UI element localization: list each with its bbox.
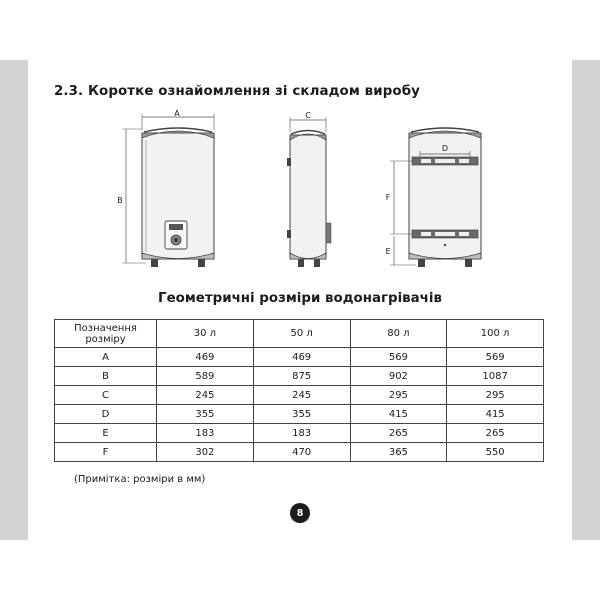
dimension-label-a: A <box>174 109 180 118</box>
table-cell: 589 <box>157 367 254 386</box>
row-label: F <box>55 443 157 462</box>
table-header-row <box>55 320 544 348</box>
dimension-label-e: E <box>385 247 391 256</box>
table-cell: 1087 <box>447 367 544 386</box>
table-cell: 365 <box>350 443 447 462</box>
manual-page <box>28 60 572 540</box>
table-cell: 550 <box>447 443 544 462</box>
table-cell: 415 <box>447 405 544 424</box>
table-row <box>55 443 544 462</box>
section-heading: 2.3. Коротке ознайомлення зі складом виробу <box>54 84 420 99</box>
row-label: A <box>55 348 157 367</box>
table-cell: 875 <box>253 367 350 386</box>
front-view <box>117 109 214 267</box>
row-label: E <box>55 424 157 443</box>
rear-view <box>385 128 481 267</box>
table-cell: 469 <box>157 348 254 367</box>
column-header: 80 л <box>350 320 447 348</box>
table-cell: 469 <box>253 348 350 367</box>
table-cell: 569 <box>350 348 447 367</box>
table-row <box>55 348 544 367</box>
column-header: 50 л <box>253 320 350 348</box>
side-view <box>287 111 331 267</box>
table-cell: 245 <box>253 386 350 405</box>
table-title: Геометричні розміри водонагрівачів <box>158 291 442 306</box>
table-cell: 355 <box>157 405 254 424</box>
dimension-label-f: F <box>385 193 391 202</box>
row-label: B <box>55 367 157 386</box>
dimensions-table <box>54 319 544 462</box>
table-row <box>55 405 544 424</box>
table-cell: 265 <box>350 424 447 443</box>
table-row <box>55 424 544 443</box>
units-note: (Примітка: розміри в мм) <box>74 474 206 485</box>
page-number-badge: 8 <box>290 503 310 523</box>
dimension-label-d: D <box>441 144 449 153</box>
table-cell: 265 <box>447 424 544 443</box>
table-cell: 295 <box>447 386 544 405</box>
water-heater-diagrams <box>28 60 572 290</box>
table-cell: 415 <box>350 405 447 424</box>
table-cell: 183 <box>157 424 254 443</box>
dimension-label-c: C <box>305 111 311 120</box>
column-header: 30 л <box>157 320 254 348</box>
table-cell: 302 <box>157 443 254 462</box>
table-cell: 245 <box>157 386 254 405</box>
table-cell: 470 <box>253 443 350 462</box>
table-row <box>55 367 544 386</box>
dimension-label-b: B <box>117 196 123 205</box>
table-row <box>55 386 544 405</box>
table-cell: 295 <box>350 386 447 405</box>
header-label: Позначення розміру <box>55 320 157 348</box>
table-cell: 902 <box>350 367 447 386</box>
table-cell: 569 <box>447 348 544 367</box>
row-label: D <box>55 405 157 424</box>
table-cell: 355 <box>253 405 350 424</box>
column-header: 100 л <box>447 320 544 348</box>
table-cell: 183 <box>253 424 350 443</box>
row-label: C <box>55 386 157 405</box>
